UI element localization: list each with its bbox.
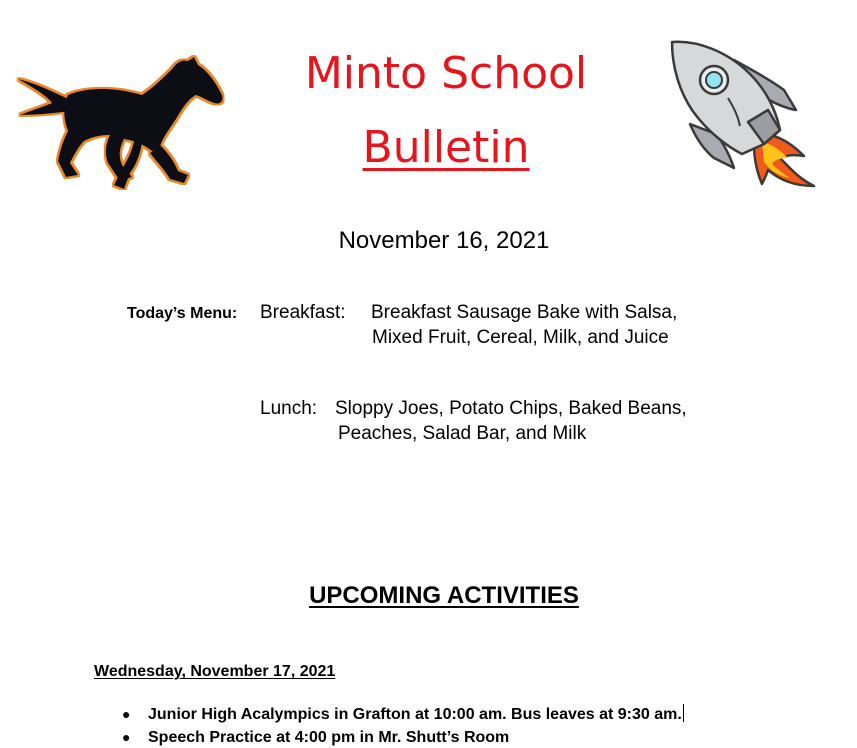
activity-item-text: Junior High Acalympics in Grafton at 10:00 am. Bus leaves at 9:30 am. xyxy=(148,706,682,723)
breakfast-line2: Mixed Fruit, Cereal, Milk, and Juice xyxy=(372,327,669,348)
activity-day-heading: Wednesday, November 17, 2021 xyxy=(94,663,336,680)
menu-label: Today’s Menu: xyxy=(127,305,238,322)
lunch-label: Lunch: xyxy=(260,398,318,419)
bullet-icon: ● xyxy=(122,729,131,745)
activity-item xyxy=(122,704,684,725)
breakfast-line1: Breakfast Sausage Bake with Salsa, xyxy=(371,302,678,323)
text-cursor xyxy=(683,704,684,722)
breakfast-label: Breakfast: xyxy=(260,302,346,323)
bulletin-date: November 16, 2021 xyxy=(338,227,550,254)
upcoming-activities-heading: UPCOMING ACTIVITIES xyxy=(309,582,579,609)
activity-item-text: Speech Practice at 4:00 pm in Mr. Shutt’s Room xyxy=(148,729,510,746)
bulletin-title-line2: Bulletin xyxy=(362,122,530,173)
lunch-line2: Peaches, Salad Bar, and Milk xyxy=(338,423,587,444)
activity-item xyxy=(122,727,509,748)
bullet-icon: ● xyxy=(122,706,131,722)
lunch-line1: Sloppy Joes, Potato Chips, Baked Beans, xyxy=(335,398,687,419)
bulletin-title-line1: Minto School xyxy=(304,48,588,99)
